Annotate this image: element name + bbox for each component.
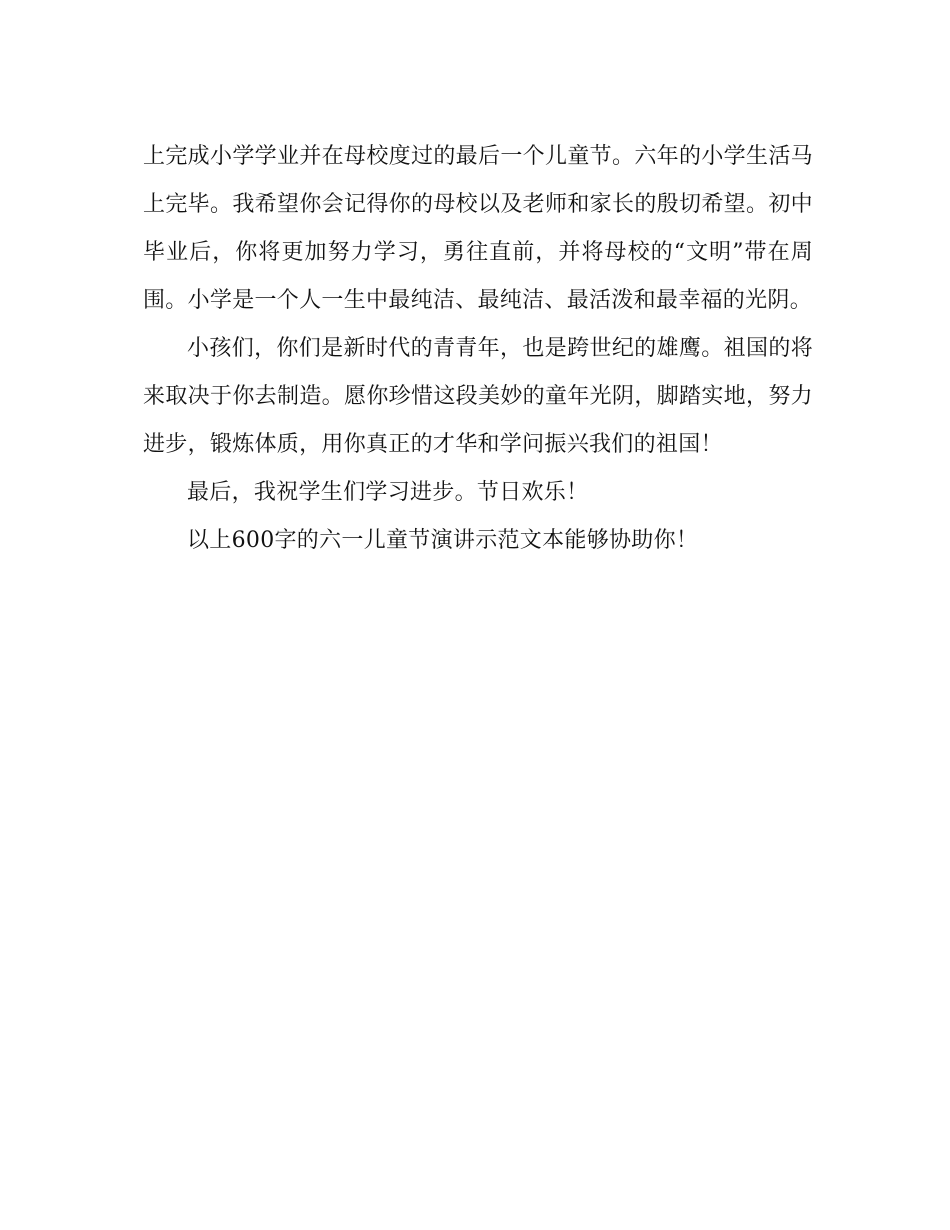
paragraph-children-future: 小孩们，你们是新时代的青青年，也是跨世纪的雄鹰。祖国的将来取决于你去制造。愿你珍惜这段美妙的童年光阴，脚踏实地，努力进步，锻炼体质，用你真正的才华和学问振兴我们的祖国！ <box>143 336 813 457</box>
paragraph-continuation: 上完成小学学业并在母校度过的最后一个儿童节。六年的小学生活马上完毕。我希望你会记得你的母校以及老师和家长的殷切希望。初中毕业后，你将更加努力学习，勇往直前，并将母校的“文明”带在周围。小学是一个人一生中最纯洁、最纯洁、最活泼和最幸福的光阴。 <box>143 144 813 313</box>
paragraph-closing-wishes: 最后，我祝学生们学习进步。节日欢乐！ <box>187 480 589 505</box>
document-body <box>143 133 813 565</box>
paragraph-footer-note: 以上600字的六一儿童节演讲示范文本能够协助你！ <box>187 528 699 553</box>
